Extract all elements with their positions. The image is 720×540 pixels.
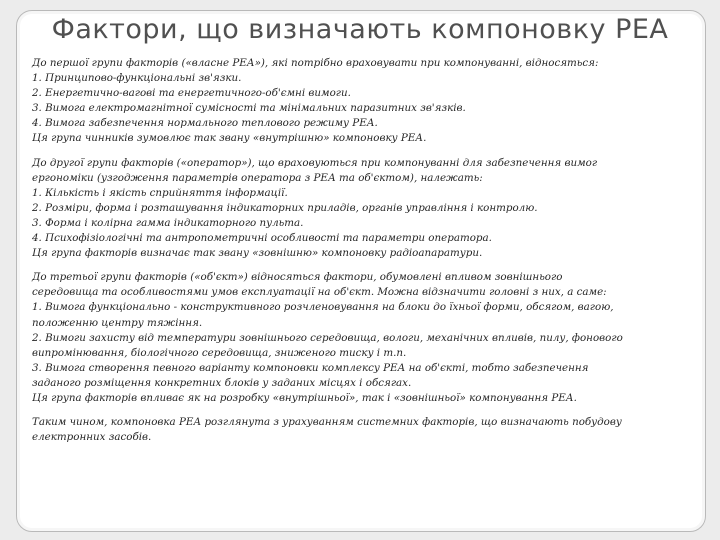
conclusion-paragraph <box>32 415 694 445</box>
paragraph-gap <box>32 406 694 415</box>
text-line: До третьої групи факторів («об'єкт») відносяться фактори, обумовлені впливом зовнішнього <box>32 271 563 284</box>
text-line: ергономіки (узгодження параметрів оператора з РЕА та об'єктом), належать: <box>32 171 483 184</box>
text-line: Ця група факторів впливає як на розробку «внутрішньої», так і «зовнішньої» компонування РЕА. <box>32 391 577 404</box>
text-line: Таким чином, компоновка РЕА розглянута з урахуванням системних факторів, що визначають побудову <box>32 416 622 429</box>
text-line: До другої групи факторів («оператор»), що враховуються при компонуванні для забезпечення вимог <box>32 156 598 169</box>
text-line: Ця група факторів визначає так звану «зовнішню» компоновку радіоапаратури. <box>32 247 483 260</box>
text-line: 3. Вимога електромагнітної сумісності та мінімальних паразитних зв'язків. <box>32 102 466 115</box>
group3-paragraph <box>32 270 694 406</box>
group1-paragraph <box>32 56 694 147</box>
text-line: 3. Вимога створення певного варіанту компоновки комплексу РЕА на об'єкті, тобто забезпечення <box>32 361 589 374</box>
text-line: заданого розміщення конкретних блоків у заданих місцях і обсягах. <box>32 376 412 389</box>
text-line: 3. Форма і колірна гамма індикаторного пульта. <box>32 216 304 229</box>
text-line: 2. Вимоги захисту від температури зовнішнього середовища, вологи, механічних впливів, пилу, фонового <box>32 331 623 344</box>
text-line: Ця група чинників зумовлює так звану «внутрішню» компоновку РЕА. <box>32 132 427 145</box>
text-line: 4. Вимога забезпечення нормального теплового режиму РЕА. <box>32 117 378 130</box>
text-line: 4. Психофізіологічні та антропометричні особливості та параметри оператора. <box>32 232 492 245</box>
slide-content <box>32 56 694 445</box>
paragraph-gap <box>32 261 694 270</box>
text-line: середовища та особливостями умов експлуатації на об'єкт. Можна відзначити головні з них, а саме: <box>32 286 607 299</box>
text-line: електронних засобів. <box>32 431 152 444</box>
text-line: 1. Принципово-функціональні зв'язки. <box>32 72 242 85</box>
text-line: До першої групи факторів («власне РЕА»), які потрібно враховувати при компонуванні, відносяться: <box>32 57 599 69</box>
text-line: 1. Кількість і якість сприйняття інформації. <box>32 186 288 199</box>
text-line: 2. Розміри, форма і розташування індикаторних приладів, органів управління і контролю. <box>32 201 538 214</box>
text-line: 1. Вимога функціонально - конструктивного розчленовування на блоки до їхньої форми, обсягом, вагою, <box>32 301 614 314</box>
text-line: 2. Енергетично-вагові та енергетичного-об'ємні вимоги. <box>32 87 351 100</box>
group2-paragraph <box>32 156 694 262</box>
paragraph-gap <box>32 147 694 156</box>
text-line: випромінювання, біологічного середовища, зниженого тиску і т.п. <box>32 346 407 359</box>
text-line: положенню центру тяжіння. <box>32 316 203 329</box>
slide-title: Фактори, що визначають компоновку РЕА <box>51 14 669 45</box>
